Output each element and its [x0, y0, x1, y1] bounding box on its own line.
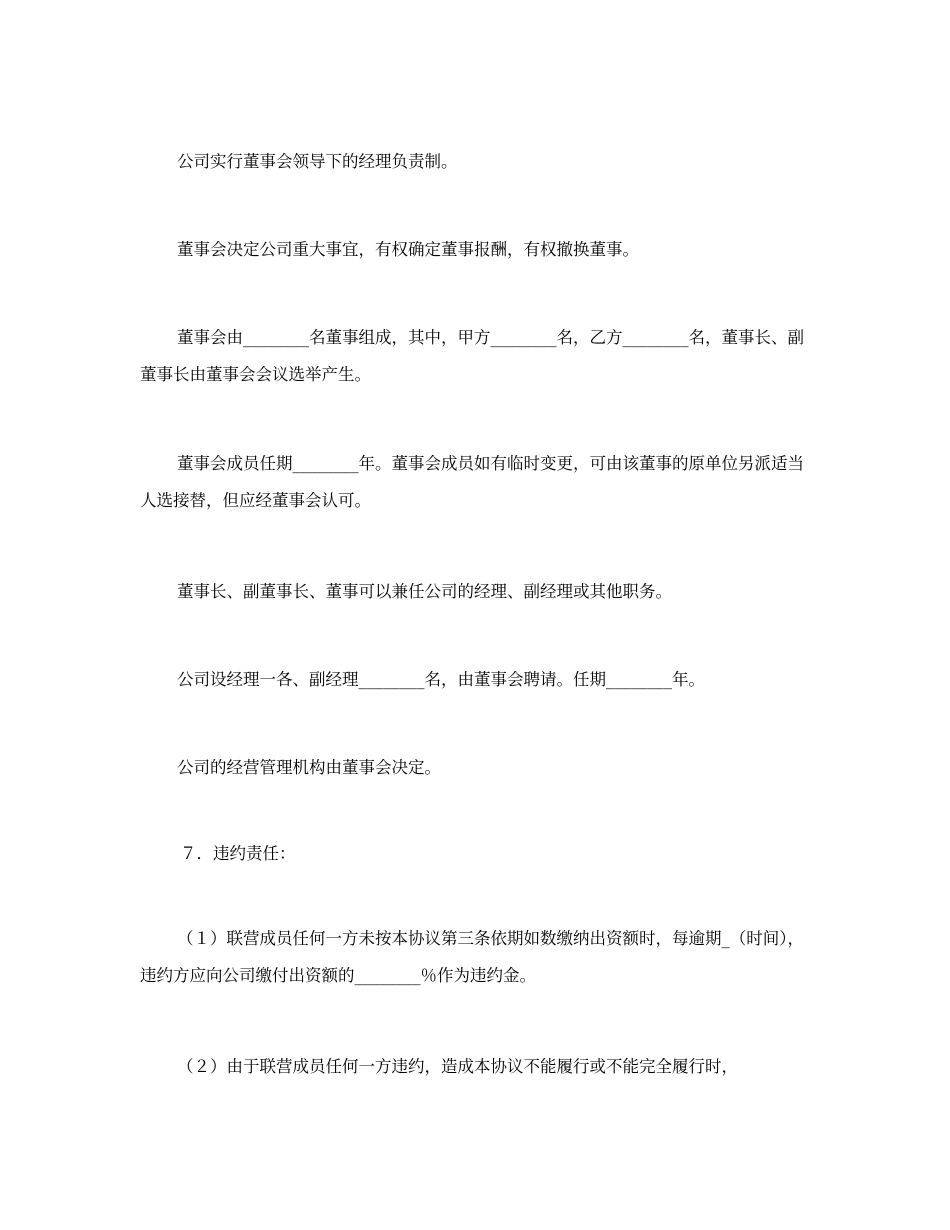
- paragraph-board-composition: 董事会由________名董事组成，其中，甲方________名，乙方________名，董事长、副董事长由董事会会议选举产生。: [140, 328, 804, 384]
- paragraph-concurrent-positions: 董事长、副董事长、董事可以兼任公司的经理、副经理或其他职务。: [177, 582, 672, 601]
- paragraph-breach-clause-1: （１）联营成员任何一方未按本协议第三条依期如数缴纳出资额时，每逾期_（时间），违约方应向公司缴付出资额的________％作为违约金。: [140, 929, 804, 985]
- paragraph-breach-clause-2: （２）由于联营成员任何一方违约，造成本协议不能履行或不能完全履行时，: [177, 1057, 738, 1076]
- paragraph-management-structure: 公司的经营管理机构由董事会决定。: [177, 758, 441, 777]
- paragraph-manager-appointment: 公司设经理一各、副经理________名，由董事会聘请。任期________年。: [177, 670, 705, 689]
- paragraph-board-decisions: 董事会决定公司重大事宜，有权确定董事报酬，有权撤换董事。: [177, 240, 639, 259]
- section-heading-breach-liability: ７．违约责任：: [180, 844, 296, 863]
- paragraph-manager-responsibility: 公司实行董事会领导下的经理负责制。: [177, 152, 458, 171]
- paragraph-board-term: 董事会成员任期________年。董事会成员如有临时变更，可由该董事的原单位另派适当人选接替，但应经董事会认可。: [140, 454, 804, 510]
